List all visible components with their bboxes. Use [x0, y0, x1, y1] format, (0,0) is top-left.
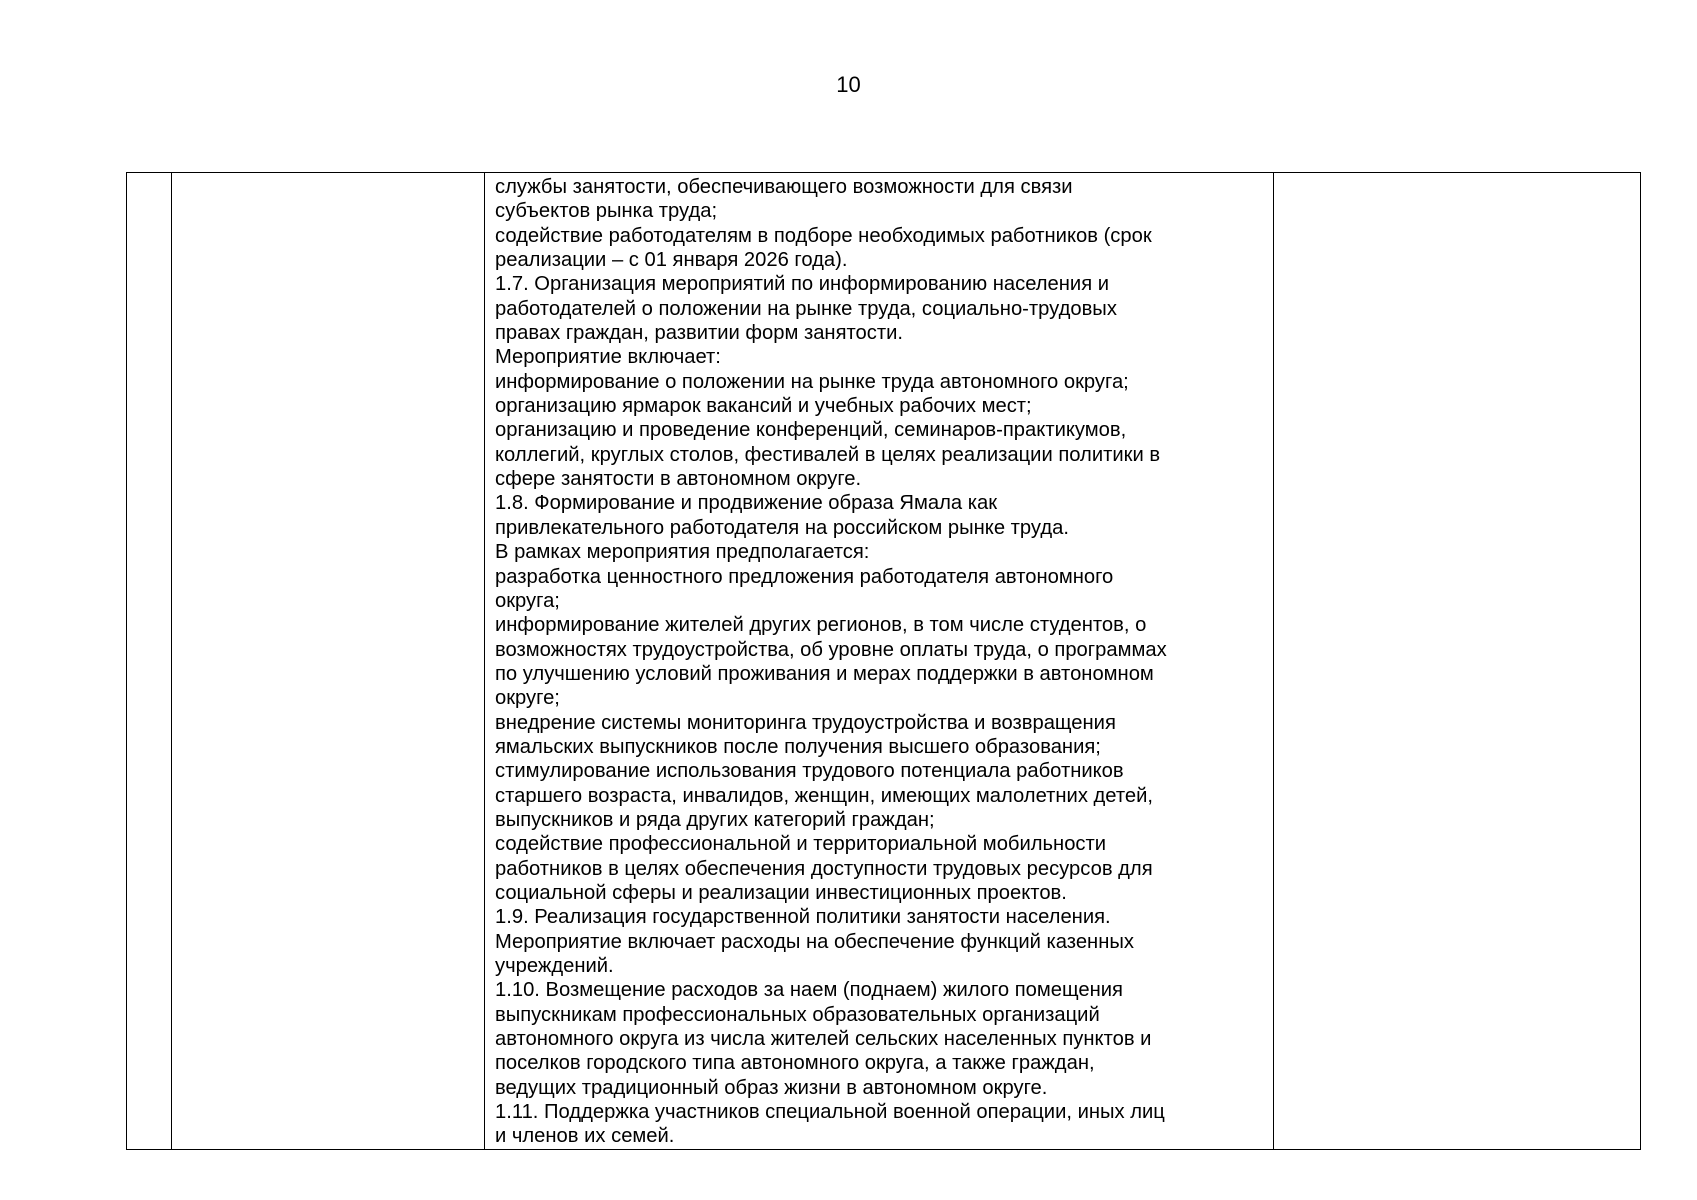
description-line: по улучшению условий проживания и мерах поддержки в автономном	[495, 662, 1154, 685]
description-line: информирование о положении на рынке труда автономного округа;	[495, 370, 1129, 393]
table-cell-notes	[1274, 173, 1641, 1150]
description-line: коллегий, круглых столов, фестивалей в целях реализации политики в	[495, 443, 1161, 466]
description-line: информирование жителей других регионов, в том числе студентов, о	[495, 614, 1147, 637]
description-line: реализации – с 01 января 2026 года).	[495, 249, 848, 272]
description-line: работников в целях обеспечения доступности трудовых ресурсов для	[495, 857, 1153, 880]
description-text	[495, 175, 1263, 1149]
description-line: выпускникам профессиональных образовательных организаций	[495, 1003, 1100, 1026]
description-line: ведущих традиционный образ жизни в автономном округе.	[495, 1076, 1048, 1099]
description-line: организацию и проведение конференций, семинаров-практикумов,	[495, 419, 1127, 442]
description-line: 1.11. Поддержка участников специальной военной операции, иных лиц	[495, 1101, 1165, 1124]
description-line: службы занятости, обеспечивающего возможности для связи	[495, 176, 1073, 198]
description-line: социальной сферы и реализации инвестиционных проектов.	[495, 881, 1067, 904]
description-line: сфере занятости в автономном округе.	[495, 468, 862, 491]
description-line: В рамках мероприятия предполагается:	[495, 541, 870, 564]
description-line: работодателей о положении на рынке труда, социально-трудовых	[495, 297, 1117, 320]
description-line: стимулирование использования трудового потенциала работников	[495, 760, 1124, 783]
description-line: 1.9. Реализация государственной политики занятости населения.	[495, 906, 1111, 929]
description-line: 1.7. Организация мероприятий по информированию населения и	[495, 273, 1110, 296]
table-row	[127, 173, 1641, 1150]
description-line: 1.8. Формирование и продвижение образа Ямала как	[495, 492, 998, 515]
table-cell-name	[172, 173, 485, 1150]
description-line: поселков городского типа автономного округа, а также граждан,	[495, 1052, 1095, 1075]
description-line: автономного округа из числа жителей сельских населенных пунктов и	[495, 1028, 1152, 1051]
description-line: организацию ярмарок вакансий и учебных рабочих мест;	[495, 395, 1032, 418]
description-line: разработка ценностного предложения работодателя автономного	[495, 565, 1114, 588]
description-line: внедрение системы мониторинга трудоустройства и возвращения	[495, 711, 1116, 734]
description-line: округа;	[495, 589, 560, 612]
description-line: старшего возраста, инвалидов, женщин, имеющих малолетних детей,	[495, 784, 1153, 807]
description-line: 1.10. Возмещение расходов за наем (поднаем) жилого помещения	[495, 979, 1123, 1002]
description-line: округе;	[495, 687, 560, 710]
description-line: содействие профессиональной и территориальной мобильности	[495, 833, 1107, 856]
description-line: и членов их семей.	[495, 1125, 675, 1148]
description-line: Мероприятие включает:	[495, 346, 721, 369]
description-line: субъектов рынка труда;	[495, 200, 718, 223]
description-line: учреждений.	[495, 955, 614, 977]
description-line: Мероприятие включает расходы на обеспечение функций казенных	[495, 930, 1134, 953]
description-line: правах граждан, развитии форм занятости.	[495, 322, 903, 345]
description-line: ямальских выпускников после получения высшего образования;	[495, 735, 1101, 758]
description-line: привлекательного работодателя на российском рынке труда.	[495, 516, 1069, 539]
description-line: возможностях трудоустройства, об уровне оплаты труда, о программах	[495, 638, 1167, 661]
program-activities-table	[126, 172, 1641, 1150]
table-cell-description	[485, 173, 1274, 1150]
table-cell-number	[127, 173, 172, 1150]
description-line: содействие работодателям в подборе необходимых работников (срок	[495, 224, 1152, 247]
page-number: 10	[836, 72, 861, 97]
description-line: выпускников и ряда других категорий граждан;	[495, 808, 935, 831]
